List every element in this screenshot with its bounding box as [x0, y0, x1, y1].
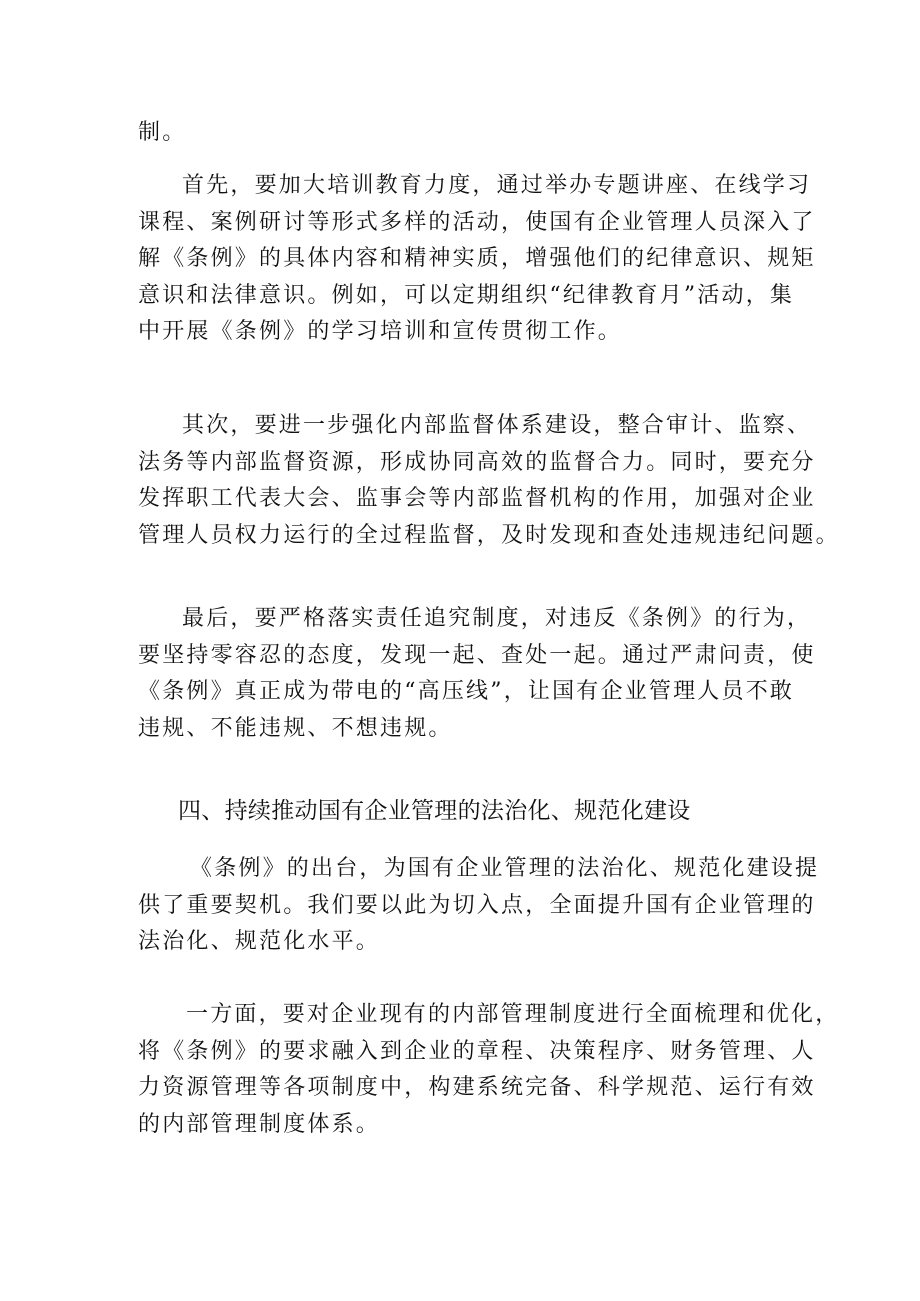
text-line: 法务等内部监督资源，形成协同高效的监督合力。同时，要充分 [138, 449, 816, 475]
paragraph-accountability [138, 601, 816, 747]
text-line: 发挥职工代表大会、监事会等内部监督机构的作用，加强对企业 [138, 486, 816, 512]
text-line: 将《条例》的要求融入到企业的章程、决策程序、财务管理、人 [138, 1038, 816, 1064]
paragraph-internal-system [138, 997, 840, 1143]
text-line: 违规、不能违规、不想违规。 [138, 715, 453, 741]
text-line: 解《条例》的具体内容和精神实质，增强他们的纪律意识、规矩 [138, 246, 816, 272]
paragraph-rule-of-law [138, 851, 820, 961]
text-line: 中开展《条例》的学习培训和宣传贯彻工作。 [138, 319, 623, 345]
text-line: 意识和法律意识。例如，可以定期组织“纪律教育月”活动，集 [138, 282, 795, 308]
text-line: 一方面，要对企业现有的内部管理制度进行全面梳理和优化， [186, 1002, 840, 1027]
text-line: 要坚持零容忍的态度，发现一起、查处一起。通过严肃问责，使 [138, 642, 816, 668]
text-line: 《条例》的出台，为国有企业管理的法治化、规范化建设提 [190, 856, 820, 881]
text-line: 法治化、规范化水平。 [138, 929, 381, 955]
text-line: 供了重要契机。我们要以此为切入点，全面提升国有企业管理的 [138, 892, 816, 918]
text-line: 的内部管理制度体系。 [138, 1111, 381, 1137]
text-line: 力资源管理等各项制度中，构建系统完备、科学规范、运行有效 [138, 1075, 816, 1101]
text-line: 《条例》真正成为带电的“高压线”，让国有企业管理人员不敢 [138, 679, 795, 705]
text-line: 制。 [138, 120, 187, 145]
text-line: 课程、案例研讨等形式多样的活动，使国有企业管理人员深入了 [138, 209, 816, 235]
paragraph-supervision [138, 408, 840, 554]
section-heading: 四、持续推动国有企业管理的法治化、规范化建设 [178, 798, 691, 824]
text-line: 首先，要加大培训教育力度，通过举办专题讲座、在线学习 [182, 173, 812, 198]
text-line: 其次，要进一步强化内部监督体系建设，整合审计、监察、 [182, 413, 812, 438]
text-line: 管理人员权力运行的全过程监督，及时发现和查处违规违纪问题。 [138, 522, 840, 548]
paragraph-training [138, 168, 816, 351]
paragraph-fragment [138, 115, 788, 152]
text-line: 最后，要严格落实责任追究制度，对违反《条例》的行为， [182, 606, 812, 631]
